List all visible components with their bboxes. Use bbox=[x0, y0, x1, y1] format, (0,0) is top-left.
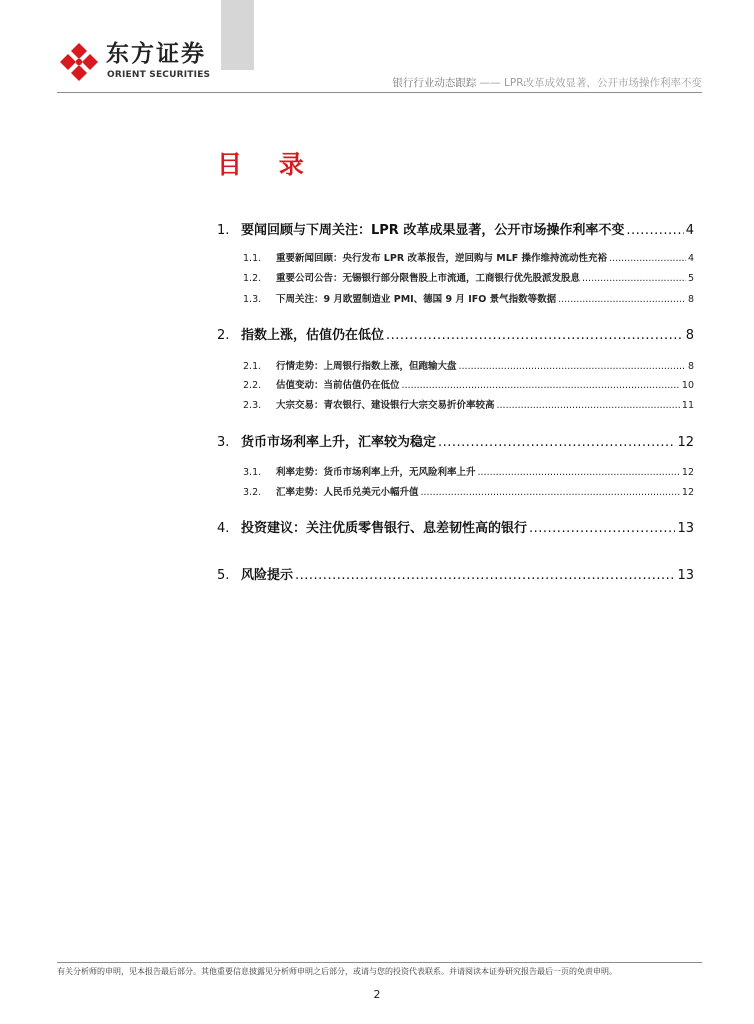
toc-entry-page: 12 bbox=[677, 435, 694, 450]
toc-entry-title: 重要新闻回顾：央行发布 LPR 改革报告，逆回购与 MLF 操作维持流动性充裕 bbox=[276, 253, 608, 264]
toc-entry[interactable] bbox=[243, 360, 694, 373]
toc-entry[interactable] bbox=[217, 567, 694, 585]
toc-leader-dots bbox=[626, 222, 683, 240]
toc-entry-page: 13 bbox=[677, 568, 694, 583]
toc-entry-page: 12 bbox=[681, 487, 694, 498]
toc-entry-page: 8 bbox=[687, 361, 694, 372]
toc-leader-dots bbox=[459, 360, 686, 373]
toc-entry[interactable] bbox=[243, 293, 694, 306]
toc-entry-title: 下周关注：9 月欧盟制造业 PMI、德国 9 月 IFO 景气指数等数据 bbox=[276, 294, 557, 305]
toc-leader-dots bbox=[609, 252, 686, 265]
toc-leader-dots bbox=[497, 399, 680, 412]
toc-entry[interactable] bbox=[217, 434, 694, 452]
report-type: 银行行业动态跟踪 bbox=[392, 77, 477, 89]
toc-entry-title: 行情走势：上周银行指数上涨，但跑输大盘 bbox=[276, 361, 457, 372]
toc-entry-title: 重要公司公告：无锡银行部分限售股上市流通，工商银行优先股派发股息 bbox=[276, 273, 581, 284]
footer-disclaimer: 有关分析师的申明，见本报告最后部分。其他重要信息披露见分析师申明之后部分，或请与您的投资代表联系。并请阅读本证券研究报告最后一页的免责申明。 bbox=[57, 967, 617, 976]
toc-entry-page: 13 bbox=[677, 521, 694, 536]
toc-entry-page: 4 bbox=[687, 253, 694, 264]
toc-entry-number: 3.2. bbox=[243, 487, 262, 498]
toc-leader-dots bbox=[402, 379, 680, 392]
toc-entry-number: 1.1. bbox=[243, 253, 262, 264]
toc-entry-number: 2. bbox=[217, 328, 230, 343]
header-separator: —— bbox=[476, 77, 505, 89]
toc-entry-title: 货币市场利率上升，汇率较为稳定 bbox=[241, 435, 437, 450]
toc-entry-number: 5. bbox=[217, 568, 230, 583]
toc-entry-number: 2.2. bbox=[243, 380, 262, 391]
toc-leader-dots bbox=[421, 486, 680, 499]
toc-entry-title: 汇率走势：人民币兑美元小幅升值 bbox=[276, 487, 419, 498]
toc-entry-page: 12 bbox=[681, 467, 694, 478]
toc-entry-page: 8 bbox=[685, 328, 694, 343]
footer-divider bbox=[57, 962, 702, 963]
toc-entry-page: 10 bbox=[681, 380, 694, 391]
toc-leader-dots bbox=[438, 434, 675, 452]
toc-entry[interactable] bbox=[243, 272, 694, 285]
toc-leader-dots bbox=[295, 567, 675, 585]
toc-entry-title: 大宗交易：青农银行、建设银行大宗交易折价率较高 bbox=[276, 400, 495, 411]
toc-entry[interactable] bbox=[243, 466, 694, 479]
toc-leader-dots bbox=[582, 272, 686, 285]
toc-leader-dots bbox=[558, 293, 686, 306]
toc-entry-number: 1. bbox=[217, 223, 230, 238]
toc-entry-number: 2.1. bbox=[243, 361, 262, 372]
toc-leader-dots bbox=[386, 327, 684, 345]
toc-entry[interactable] bbox=[243, 399, 694, 412]
toc-entry-number: 1.3. bbox=[243, 294, 262, 305]
toc-entry[interactable] bbox=[217, 520, 694, 538]
toc-entry-page: 4 bbox=[685, 223, 694, 238]
toc-entry-number: 3. bbox=[217, 435, 230, 450]
company-logo bbox=[57, 40, 217, 84]
logo-english-name: ORIENT SECURITIES bbox=[107, 70, 211, 80]
toc-leader-dots bbox=[478, 466, 680, 479]
toc-entry-title: 投资建议：关注优质零售银行、息差韧性高的银行 bbox=[241, 521, 528, 536]
toc-entry[interactable] bbox=[217, 222, 694, 240]
orient-securities-logo-icon bbox=[57, 40, 101, 84]
toc-entry[interactable] bbox=[243, 486, 694, 499]
toc-entry[interactable] bbox=[243, 379, 694, 392]
toc-entry-title: 要闻回顾与下周关注：LPR 改革成果显著，公开市场操作利率不变 bbox=[241, 223, 625, 238]
toc-entry-number: 1.2. bbox=[243, 273, 262, 284]
toc-entry-number: 4. bbox=[217, 521, 230, 536]
toc-leader-dots bbox=[529, 520, 675, 538]
logo-chinese-name: 东方证券 bbox=[106, 41, 206, 67]
toc-entry-number: 3.1. bbox=[243, 467, 262, 478]
header-divider bbox=[57, 92, 702, 93]
toc-entry[interactable] bbox=[217, 327, 694, 345]
toc-entry-page: 8 bbox=[687, 294, 694, 305]
toc-entry-number: 2.3. bbox=[243, 400, 262, 411]
toc-entry-title: 利率走势：货币市场利率上升，无风险利率上升 bbox=[276, 467, 476, 478]
toc-entry-page: 5 bbox=[687, 273, 694, 284]
header-accent-bar bbox=[221, 0, 254, 70]
toc-title: 目 录 bbox=[217, 150, 318, 179]
page-number: 2 bbox=[373, 988, 381, 1001]
toc-entry[interactable] bbox=[243, 252, 694, 265]
toc-entry-title: 估值变动：当前估值仍在低位 bbox=[276, 380, 400, 391]
report-header bbox=[392, 76, 702, 90]
toc-entry-title: 风险提示 bbox=[241, 568, 294, 583]
toc-entry-page: 11 bbox=[681, 400, 694, 411]
toc-entry-title: 指数上涨，估值仍在低位 bbox=[241, 328, 385, 343]
report-subtitle: LPR改革成效显著，公开市场操作利率不变 bbox=[504, 77, 702, 89]
